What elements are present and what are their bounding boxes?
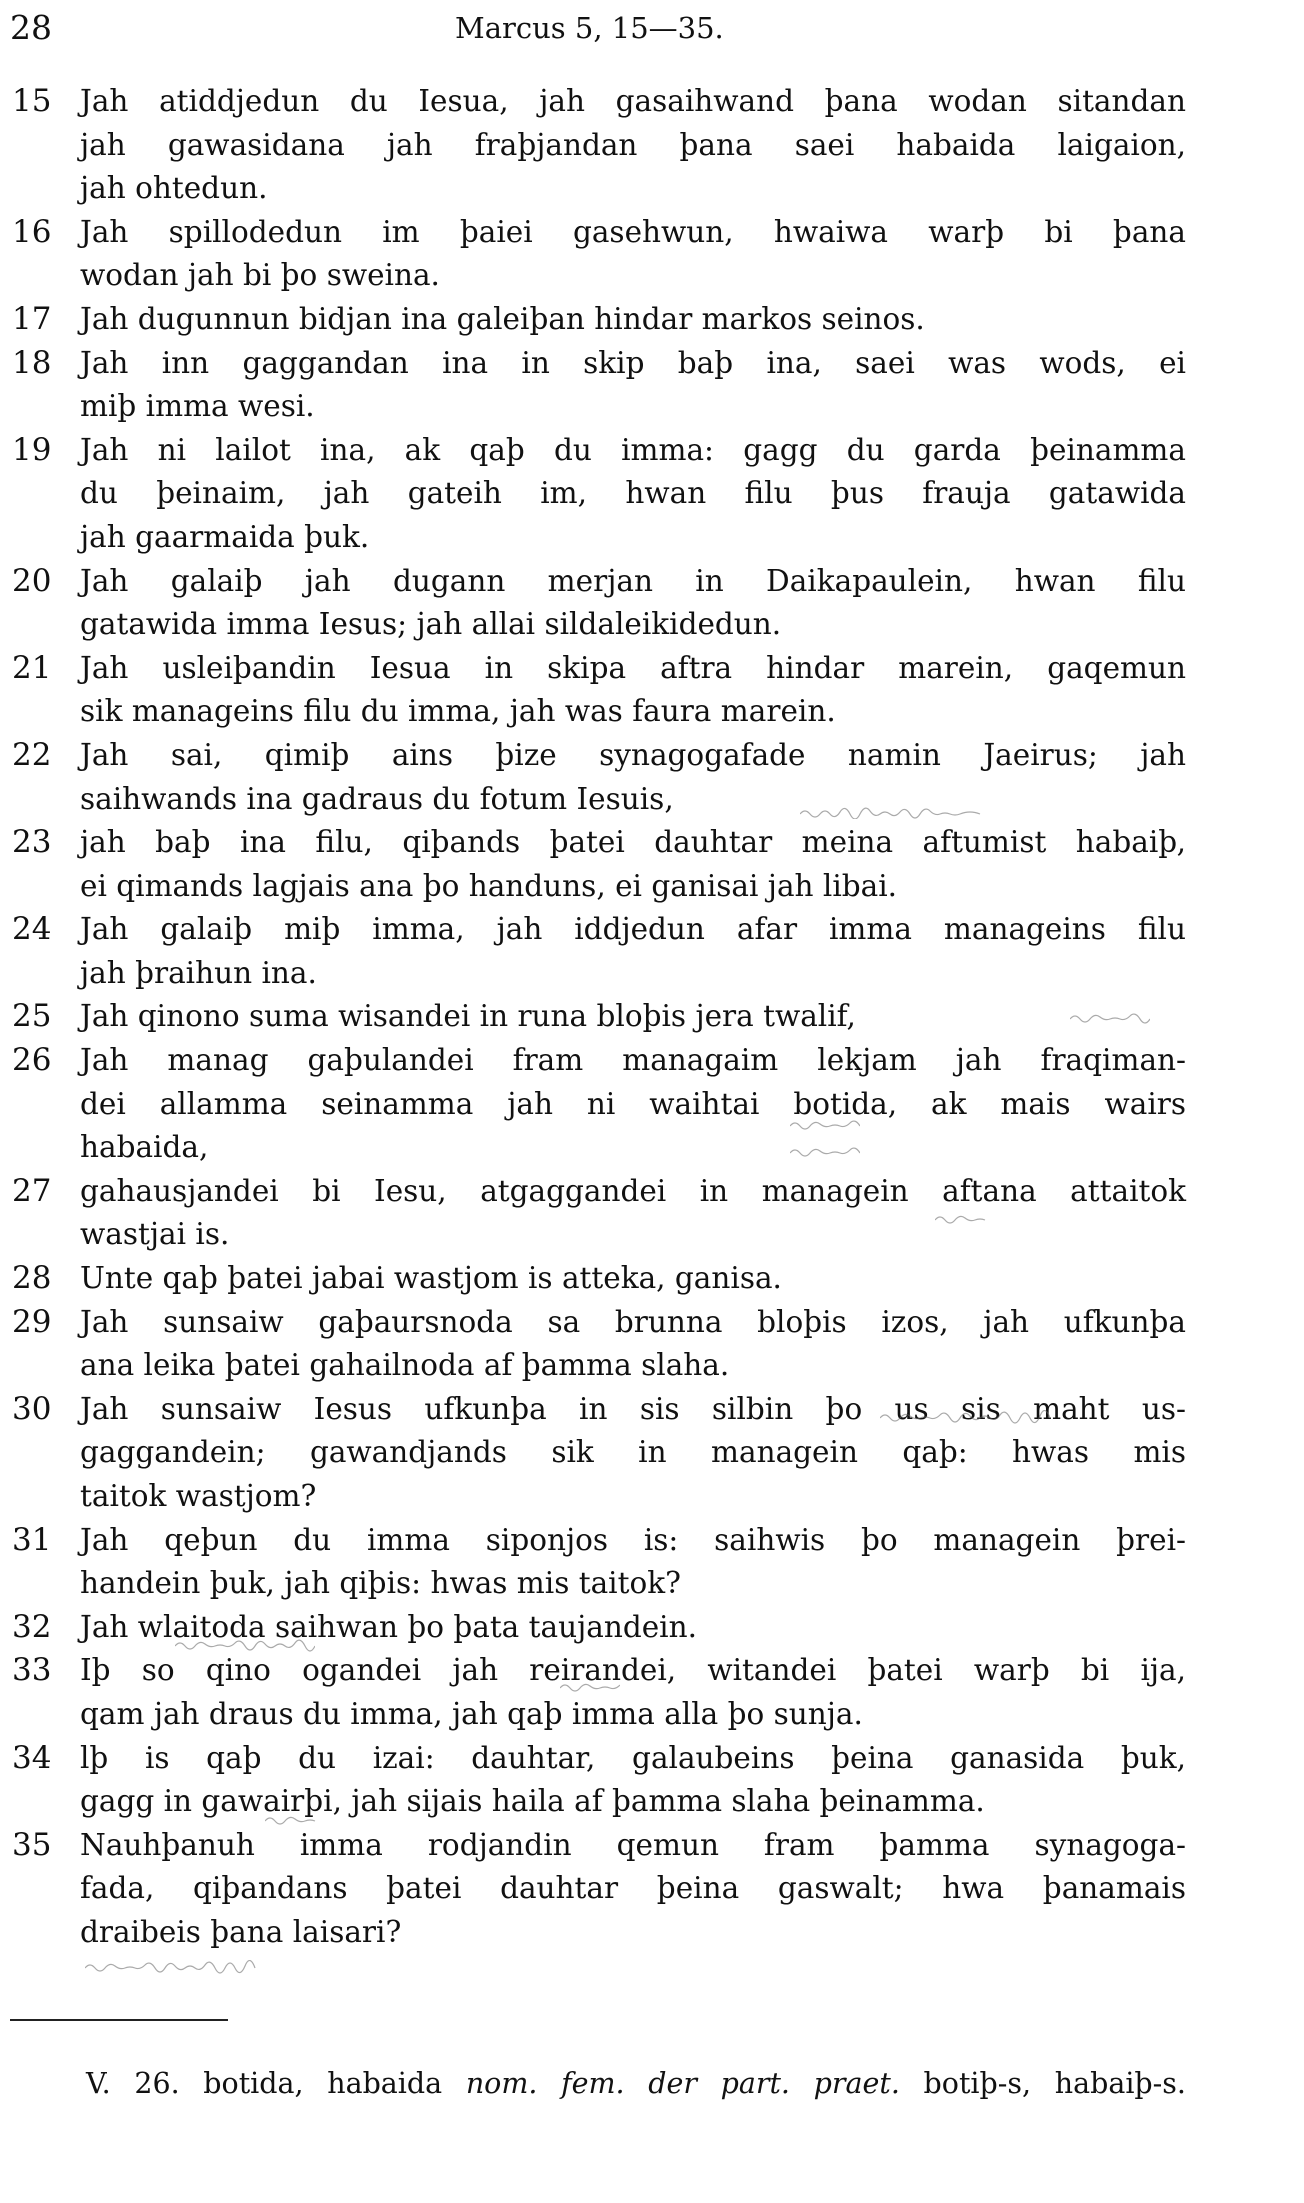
footnote-lead: V. 26. botida, habaida — [86, 2067, 443, 2100]
verse-text: jah ohtedun. — [80, 171, 268, 206]
verse-text: qam jah draus du imma, jah qaþ imma alla þo sunja. — [80, 1696, 863, 1731]
verse-text: Jah sunsaiw gaþaursnoda sa brunna bloþis izos, jah ufkunþa — [80, 1304, 1186, 1339]
verse-line — [0, 80, 1304, 124]
footnote-rule — [10, 2019, 228, 2021]
verse-line — [0, 1344, 1304, 1388]
verse-number: 34 — [12, 1739, 52, 1776]
verse-text: Jah spillodedun im þaiei gasehwun, hwaiwa warþ bi þana — [80, 214, 1186, 249]
verse-line — [0, 1693, 1304, 1737]
verse-number: 32 — [12, 1608, 52, 1645]
verse-text: ana leika þatei gahailnoda af þamma slaha. — [80, 1348, 730, 1383]
verse-number: 30 — [12, 1390, 52, 1427]
verse-text: draibeis þana laisari? — [80, 1914, 402, 1949]
verse-line — [0, 1649, 1304, 1693]
verse-text: sik manageins filu du imma, jah was faura marein. — [80, 694, 836, 729]
verse-number: 25 — [12, 998, 52, 1035]
verse-text: Jah galaiþ miþ imma, jah iddjedun afar imma manageins filu — [80, 912, 1186, 947]
verse-number: 23 — [12, 824, 52, 861]
verse-number: 22 — [12, 736, 52, 773]
verse-line — [0, 1388, 1304, 1432]
verse-text: taitok wastjom? — [80, 1479, 317, 1513]
verse-text: gahausjandei bi Iesu, atgaggandei in managein aftana attaitok — [80, 1173, 1186, 1208]
pencil-annotation-squiggle-icon — [880, 1410, 1070, 1424]
verse-line — [0, 167, 1304, 211]
verse-number: 27 — [12, 1172, 52, 1209]
verse-line — [0, 734, 1304, 778]
verse-text: wastjai is. — [80, 1217, 230, 1252]
verse-line — [0, 1257, 1304, 1301]
verse-line — [0, 254, 1304, 298]
verse-text: Jah galaiþ jah dugann merjan in Daikapaulein, hwan filu — [80, 563, 1186, 598]
verse-line — [0, 821, 1304, 865]
verse-line — [0, 865, 1304, 909]
verse-line — [0, 647, 1304, 691]
verse-text: Jah inn gaggandan ina in skip baþ ina, saei was wods, ei — [80, 345, 1186, 380]
verse-text: jah gawasidana jah fraþjandan þana saei habaida laigaion, — [80, 127, 1186, 162]
verse-text: du þeinaim, jah gateih im, hwan filu þus frauja gatawida — [80, 476, 1186, 511]
verse-line — [0, 1911, 1304, 1955]
verse-line — [0, 1519, 1304, 1563]
verse-text: handein þuk, jah qiþis: hwas mis taitok? — [80, 1566, 681, 1601]
verse-number: 17 — [12, 300, 52, 337]
verse-number: 18 — [12, 344, 52, 381]
pencil-annotation-squiggle-icon — [1070, 1010, 1150, 1024]
footnote-italic: nom. fem. der part. praet. — [465, 2067, 900, 2100]
verse-text: Jah manag gaþulandei fram managaim lekjam jah fraqiman- — [80, 1043, 1186, 1078]
verse-number: 28 — [12, 1260, 52, 1297]
verse-line — [0, 1301, 1304, 1345]
running-head: Marcus 5, 15—35. — [455, 11, 724, 45]
verse-line — [0, 1867, 1304, 1911]
verse-line — [0, 298, 1304, 342]
verse-number: 16 — [12, 213, 52, 250]
verse-text: jah baþ ina filu, qiþands þatei dauhtar meina aftumist habaiþ, — [80, 825, 1186, 860]
verse-number: 31 — [12, 1521, 52, 1558]
footnote-tail: botiþ-s, habaiþ-s. — [923, 2067, 1186, 2100]
verse-line — [0, 603, 1304, 647]
pencil-annotation-squiggle-icon — [85, 1960, 275, 1974]
verse-line — [0, 1562, 1304, 1606]
verse-text: Jah wlaitoda saihwan þo þata taujandein. — [80, 1609, 697, 1644]
verse-number: 15 — [12, 83, 52, 119]
verse-line — [0, 124, 1304, 168]
verse-number: 21 — [12, 649, 52, 686]
verse-text: dei allamma seinamma jah ni waihtai botida, ak mais wairs — [80, 1086, 1186, 1121]
verse-text: Jah sunsaiw Iesus ufkunþa in sis silbin þo us sis maht us- — [80, 1391, 1186, 1426]
verse-text: miþ imma wesi. — [80, 389, 315, 424]
verse-line — [0, 516, 1304, 560]
verse-text: Jah ni lailot ina, ak qaþ du imma: gagg du garda þeinamma — [80, 432, 1186, 467]
verse-line — [0, 342, 1304, 386]
pencil-annotation-squiggle-icon — [800, 805, 990, 819]
verse-text: gatawida imma Iesus; jah allai sildaleikidedun. — [80, 607, 782, 642]
verse-line — [0, 778, 1304, 822]
verse-number: 29 — [12, 1303, 52, 1340]
verse-text: wodan jah bi þo sweina. — [80, 258, 440, 293]
pencil-annotation-squiggle-icon — [935, 1212, 990, 1226]
verse-line — [0, 560, 1304, 604]
pencil-annotation-squiggle-icon — [790, 1145, 860, 1159]
verse-text: ei qimands lagjais ana þo handuns, ei ganisai jah libai. — [80, 868, 898, 903]
verse-text: Jah dugunnun bidjan ina galeiþan hindar markos seinos. — [80, 301, 925, 336]
footnote — [86, 2064, 1186, 2104]
verse-line — [0, 1170, 1304, 1214]
verse-text: lþ is qaþ du izai: dauhtar, galaubeins þeina ganasida þuk, — [80, 1740, 1186, 1775]
verse-line — [0, 472, 1304, 516]
verse-number: 26 — [12, 1042, 52, 1079]
pencil-annotation-squiggle-icon — [790, 1118, 860, 1132]
verse-text: Jah atiddjedun du Iesua, jah gasaihwand þana wodan sitandan — [80, 84, 1186, 118]
pencil-annotation-squiggle-icon — [560, 1680, 620, 1694]
verse-text: fada, qiþandans þatei dauhtar þeina gaswalt; hwa þanamais — [80, 1871, 1186, 1906]
verse-line — [0, 1780, 1304, 1824]
verse-text: gagg in gawairþi, jah sijais haila af þamma slaha þeinamma. — [80, 1784, 985, 1819]
verse-text: Nauhþanuh imma rodjandin qemun fram þamma synagoga- — [80, 1827, 1186, 1862]
verse-text: Jah usleiþandin Iesua in skipa aftra hindar marein, gaqemun — [80, 650, 1186, 685]
verse-text: Unte qaþ þatei jabai wastjom is atteka, ganisa. — [80, 1261, 782, 1296]
verse-line — [0, 211, 1304, 255]
page-number: 28 — [10, 8, 52, 47]
verse-line — [0, 1039, 1304, 1083]
verse-line — [0, 1083, 1304, 1127]
verse-text: Iþ so qino ogandei jah reirandei, witandei þatei warþ bi ija, — [80, 1653, 1186, 1688]
pencil-annotation-squiggle-icon — [265, 1813, 320, 1827]
verse-line — [0, 385, 1304, 429]
verse-line — [0, 952, 1304, 996]
verse-number: 20 — [12, 562, 52, 599]
verse-line — [0, 1824, 1304, 1868]
verse-text: jah gaarmaida þuk. — [80, 519, 370, 554]
verse-text: saihwands ina gadraus du fotum Iesuis, — [80, 781, 674, 816]
verse-number: 24 — [12, 911, 52, 948]
verse-text: jah þraihun ina. — [80, 955, 317, 990]
verse-number: 19 — [12, 431, 52, 468]
verse-number: 35 — [12, 1826, 52, 1863]
verse-line — [0, 429, 1304, 473]
verse-line — [0, 1431, 1304, 1475]
verse-text: Jah qinono suma wisandei in runa bloþis jera twalif, — [80, 999, 856, 1034]
verse-number: 33 — [12, 1652, 52, 1689]
verse-line — [0, 908, 1304, 952]
verse-text: habaida, — [80, 1130, 209, 1165]
verse-line — [0, 690, 1304, 734]
pencil-annotation-squiggle-icon — [175, 1638, 315, 1652]
verse-text: Jah qeþun du imma siponjos is: saihwis þo managein þrei- — [80, 1522, 1186, 1557]
verse-text: Jah sai, qimiþ ains þize synagogafade namin Jaeirus; jah — [80, 737, 1186, 772]
verse-line — [0, 1475, 1304, 1519]
verse-line — [0, 1213, 1304, 1257]
verse-text: gaggandein; gawandjands sik in managein qaþ: hwas mis — [80, 1435, 1186, 1470]
verse-line — [0, 1737, 1304, 1781]
verse-line — [0, 1126, 1304, 1170]
